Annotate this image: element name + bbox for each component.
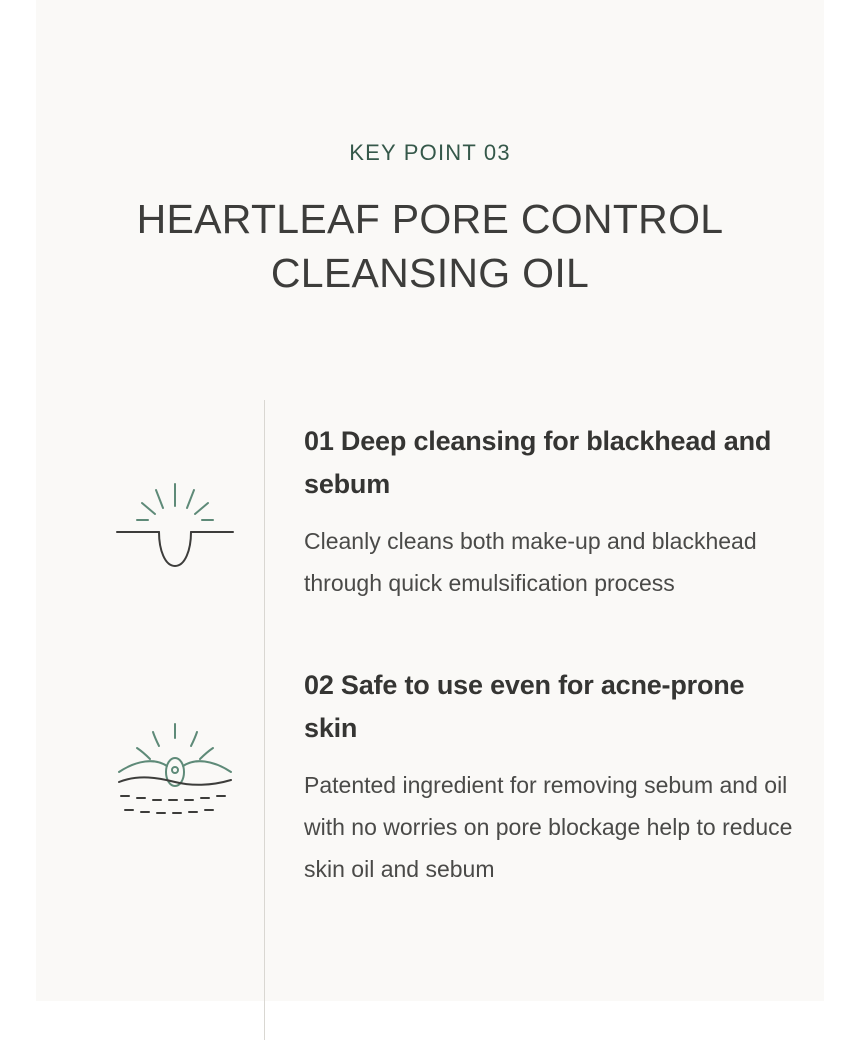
feature-description: Cleanly cleans both make-up and blackhead through quick emulsification process [304, 528, 757, 596]
right-margin-strip [824, 0, 860, 1001]
left-margin-strip [0, 0, 36, 1001]
feature-description: Patented ingredient for removing sebum and oil with no worries on pore blockage help to reduce skin oil and sebum [304, 772, 793, 882]
list-item [86, 664, 824, 890]
list-item [86, 420, 824, 604]
feature-title: 01 Deep cleansing for blackhead and sebum [304, 426, 772, 499]
feature-list [36, 420, 824, 890]
feature-divider-line [264, 400, 265, 1040]
feature-text [264, 420, 824, 604]
pore-splash-icon [86, 420, 264, 576]
page-content [36, 0, 824, 1001]
feature-text [264, 664, 824, 890]
key-point-eyebrow: KEY POINT 03 [349, 140, 511, 165]
page-title: HEARTLEAF PORE CONTROL CLEANSING OIL [136, 196, 724, 296]
feature-title: 02 Safe to use even for acne-prone skin [304, 670, 745, 743]
skin-layer-sebum-icon [86, 664, 264, 820]
